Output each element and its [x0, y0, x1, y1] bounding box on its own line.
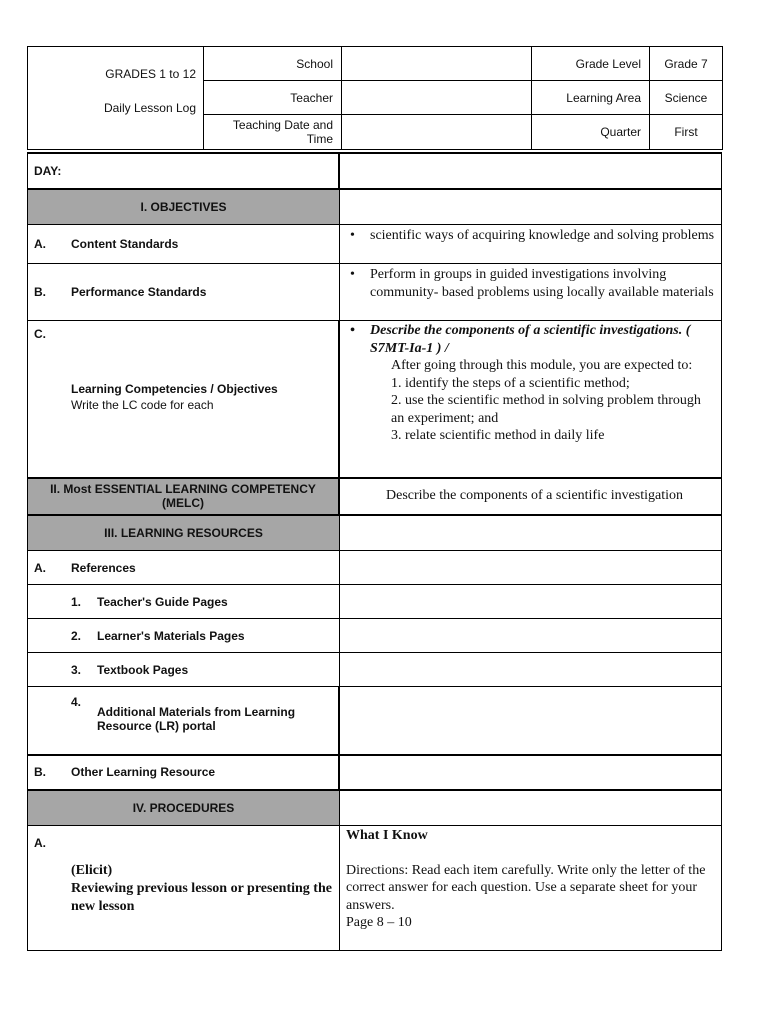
reference-item-label: Teacher's Guide Pages	[97, 595, 228, 609]
other-resource-letter: B.	[34, 765, 46, 779]
header-title-cell	[28, 47, 204, 150]
reference-item-number: 4.	[71, 695, 82, 709]
grade-level-label: Grade Level	[532, 47, 650, 81]
other-resource-label: Other Learning Resource	[71, 765, 216, 779]
melc-heading: II. Most ESSENTIAL LEARNING COMPETENCY (MELC)	[28, 479, 340, 514]
performance-standards-label: Performance Standards	[71, 285, 207, 299]
melc-value: Describe the components of a scientific investigation	[386, 488, 684, 503]
learning-competencies-row	[27, 321, 722, 479]
day-value[interactable]	[340, 154, 721, 188]
reference-item-row	[27, 585, 722, 619]
reference-item-value[interactable]	[340, 585, 721, 618]
resources-heading-row	[27, 516, 722, 551]
teacher-label: Teacher	[204, 81, 342, 115]
elicit-label: (Elicit)	[71, 863, 113, 878]
content-standards-letter: A.	[34, 237, 46, 251]
learning-area-label: Learning Area	[532, 81, 650, 115]
quarter-value[interactable]: First	[650, 115, 723, 150]
other-resource-value[interactable]	[340, 756, 721, 789]
grade-level-value[interactable]: Grade 7	[650, 47, 723, 81]
what-i-know-title: What I Know	[346, 828, 428, 843]
objectives-heading: I. OBJECTIVES	[28, 190, 340, 224]
learning-area-value[interactable]: Science	[650, 81, 723, 115]
objectives-heading-row	[27, 190, 722, 225]
references-letter: A.	[34, 561, 46, 575]
competency-intro: After going through this module, you are expected to:	[391, 358, 693, 373]
references-row	[27, 551, 722, 585]
other-resource-row	[27, 756, 722, 791]
school-value[interactable]	[342, 47, 532, 81]
teaching-date-label: Teaching Date and Time	[204, 115, 342, 150]
elicit-directions: Directions: Read each item carefully. Write only the letter of the correct answer for each question. Use a separate sheet for your answers.	[346, 862, 706, 913]
content-standards-value: • scientific ways of acquiring knowledge and solving problems	[340, 227, 721, 245]
references-label: References	[71, 561, 136, 575]
references-value[interactable]	[340, 551, 721, 584]
learning-competencies-letter: C.	[34, 327, 46, 341]
lesson-log-grid	[27, 152, 722, 951]
reference-item-value[interactable]	[340, 687, 721, 754]
elicit-row	[27, 826, 722, 951]
school-label: School	[204, 47, 342, 81]
header-title-line1: GRADES 1 to 12	[105, 67, 196, 81]
day-row	[27, 152, 722, 190]
competency-statement: • Describe the components of a scientific investigations. ( S7MT-Ia-1 ) /	[340, 322, 721, 357]
performance-standards-letter: B.	[34, 285, 46, 299]
learning-competencies-label: Learning Competencies / Objectives	[71, 382, 278, 396]
competency-item: 2. use the scientific method in solving problem through an experiment; and	[391, 393, 701, 426]
performance-standards-row	[27, 264, 722, 321]
reference-item-label: Textbook Pages	[97, 663, 189, 677]
reference-item-row	[27, 653, 722, 687]
reference-item-value[interactable]	[340, 619, 721, 652]
reference-item-row	[27, 687, 722, 756]
competency-item: 1. identify the steps of a scientific method;	[391, 375, 630, 391]
teacher-value[interactable]	[342, 81, 532, 115]
elicit-letter: A.	[34, 836, 46, 850]
header-title-line2: Daily Lesson Log	[103, 101, 196, 115]
content-standards-label: Content Standards	[71, 237, 179, 251]
reference-item-label: Additional Materials from Learning Resource (LR) portal	[97, 705, 296, 733]
header-table	[27, 46, 723, 150]
quarter-label: Quarter	[532, 115, 650, 150]
teaching-date-value[interactable]	[342, 115, 532, 150]
procedures-heading-row	[27, 791, 722, 826]
resources-heading: III. LEARNING RESOURCES	[28, 516, 340, 550]
melc-row	[27, 479, 722, 516]
day-label: DAY:	[34, 164, 62, 178]
content-standards-row	[27, 225, 722, 264]
competency-item: 3. relate scientific method in daily life	[391, 428, 605, 443]
elicit-description: Reviewing previous lesson or presenting the new lesson	[71, 881, 332, 914]
elicit-page-reference: Page 8 – 10	[346, 915, 412, 930]
procedures-heading: IV. PROCEDURES	[28, 791, 340, 825]
reference-item-label: Learner's Materials Pages	[97, 629, 245, 643]
reference-item-number: 3.	[71, 663, 82, 677]
learning-competencies-sublabel: Write the LC code for each	[71, 398, 214, 412]
reference-item-value[interactable]	[340, 653, 721, 686]
reference-item-row	[27, 619, 722, 653]
reference-item-number: 1.	[71, 595, 82, 609]
performance-standards-value: • Perform in groups in guided investigations involving community- based problems using locally available materials	[340, 266, 721, 301]
reference-item-number: 2.	[71, 629, 82, 643]
